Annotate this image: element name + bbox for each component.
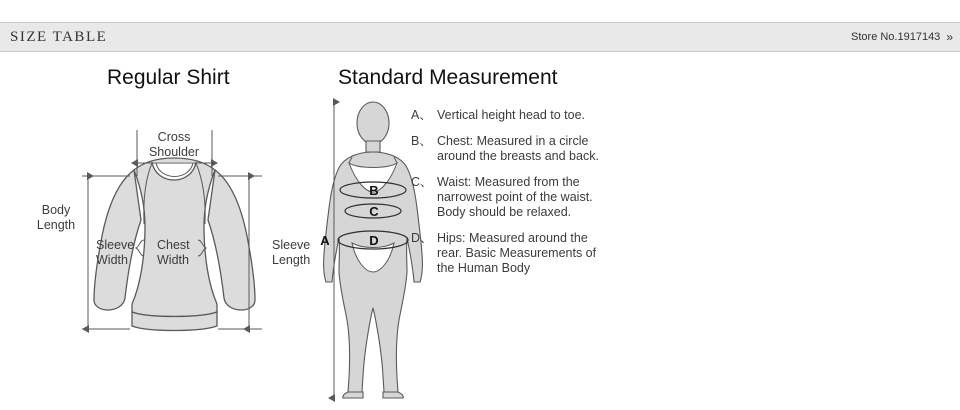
desc-text-b: Chest: Measured in a circle around the breasts and back. <box>437 134 599 163</box>
marker-d-label: D <box>369 233 379 248</box>
right-diagram-title: Standard Measurement <box>338 66 558 89</box>
marker-a-label: A <box>320 233 330 248</box>
desc-text-d: Hips: Measured around the rear. Basic Measurements of the Human Body <box>437 231 597 275</box>
body-measurement-figure <box>320 102 422 398</box>
sleeve-width-measure <box>96 238 144 267</box>
list-item <box>411 175 601 220</box>
body-length-label-line2: Length <box>36 218 76 232</box>
chevron-right-icon[interactable]: » <box>946 30 952 44</box>
desc-key-d: D、 <box>411 231 433 245</box>
sleeve-width-label-line2: Width <box>96 253 128 267</box>
chest-width-label-line2: Width <box>157 253 189 267</box>
desc-key-b: B、 <box>411 134 432 148</box>
list-item <box>411 231 601 276</box>
body-length-label-line1: Body <box>41 203 71 217</box>
list-item <box>411 134 601 164</box>
left-diagram-title: Regular Shirt <box>107 66 230 89</box>
store-number-label: Store No.1917143 <box>851 31 941 43</box>
measurement-description-list <box>411 108 601 287</box>
page-title: SIZE TABLE <box>10 28 108 45</box>
desc-text-c: Waist: Measured from the narrowest point of the waist. Body should be relaxed. <box>437 175 593 219</box>
cross-shoulder-label-line1: Cross <box>157 130 191 144</box>
chest-width-label-line1: Chest <box>157 238 190 252</box>
marker-b-label: B <box>369 183 379 198</box>
sleeve-length-label-line1: Sleeve <box>272 238 311 252</box>
sleeve-width-label-line1: Sleeve <box>96 238 135 252</box>
list-item <box>411 108 601 123</box>
desc-key-c: C、 <box>411 175 433 189</box>
sleeve-length-label-line2: Length <box>272 253 311 267</box>
desc-key-a: A、 <box>411 108 432 122</box>
marker-c-label: C <box>369 204 379 219</box>
cross-shoulder-label-line2: Shoulder <box>148 145 200 159</box>
desc-text-a: Vertical height head to toe. <box>437 108 586 122</box>
